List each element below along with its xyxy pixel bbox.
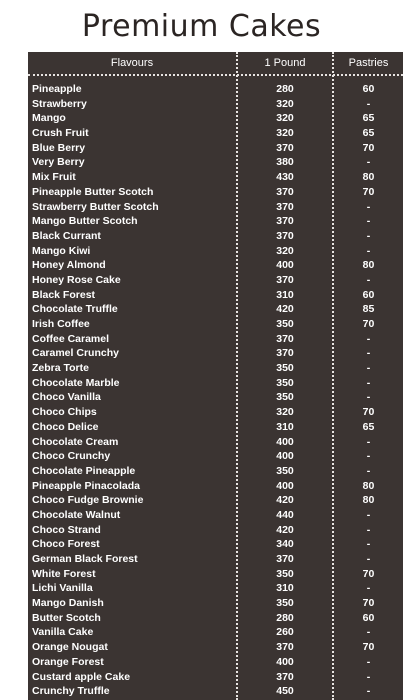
pastry-price: - — [366, 523, 371, 536]
pound-price: 370 — [276, 332, 294, 345]
pastry-price: 70 — [362, 567, 375, 580]
pastry-price: - — [366, 435, 371, 448]
pound-price: 350 — [276, 376, 294, 389]
pastry-price: 60 — [362, 288, 375, 301]
flavour-name: Pineapple Butter Scotch — [32, 185, 154, 198]
table-row — [28, 302, 403, 317]
pastry-price: - — [366, 332, 371, 345]
flavour-name: Orange Forest — [32, 655, 104, 668]
pound-price: 280 — [276, 611, 294, 624]
pound-price: 350 — [276, 318, 294, 330]
flavour-name: Choco Fudge Brownie — [32, 494, 144, 507]
flavour-name: Choco Vanilla — [32, 391, 101, 404]
table-row — [28, 655, 403, 670]
flavour-name: Mango Butter Scotch — [32, 215, 138, 228]
pound-price: 370 — [276, 215, 294, 228]
pastry-price: - — [366, 538, 371, 551]
table-row — [28, 258, 403, 273]
pound-price: 370 — [276, 641, 294, 654]
table-row — [28, 155, 403, 170]
pound-price: 370 — [276, 229, 294, 242]
table-row — [28, 435, 403, 450]
pastry-price: - — [366, 685, 371, 698]
table-row — [28, 405, 403, 420]
flavour-name: Pineapple Pinacolada — [32, 479, 140, 492]
table-row — [28, 640, 403, 655]
table-row — [28, 596, 403, 611]
flavour-name: Black Forest — [32, 288, 96, 301]
pastry-price: - — [366, 215, 371, 228]
pastry-price: 70 — [362, 597, 375, 610]
pastry-price: 80 — [362, 494, 375, 507]
table-row — [28, 625, 403, 640]
flavour-name: Very Berry — [32, 156, 85, 169]
pound-price: 370 — [276, 347, 294, 360]
pastry-price: - — [366, 508, 371, 521]
table-row — [28, 273, 403, 288]
table-row — [28, 170, 403, 185]
table-row — [28, 361, 403, 376]
pound-price: 420 — [276, 494, 294, 507]
table-row — [28, 317, 403, 332]
flavour-name: Butter Scotch — [32, 611, 101, 624]
flavour-name: Choco Crunchy — [32, 450, 111, 463]
table-row — [28, 390, 403, 405]
table-row — [28, 185, 403, 200]
table-row — [28, 523, 403, 538]
pastry-price: 65 — [362, 420, 375, 433]
pound-price: 370 — [276, 141, 294, 154]
pastry-price: - — [366, 655, 371, 668]
pound-price: 280 — [276, 83, 294, 95]
pound-price: 370 — [276, 273, 294, 286]
pound-price: 310 — [276, 582, 294, 595]
pound-price: 320 — [276, 112, 294, 125]
pound-price: 310 — [276, 288, 294, 301]
table-row — [28, 376, 403, 391]
page-title: Premium Cakes — [81, 8, 322, 44]
header-pound: 1 Pound — [264, 57, 306, 69]
pound-price: 370 — [276, 553, 294, 565]
flavour-name: Honey Almond — [32, 259, 106, 272]
pastry-price: - — [366, 244, 371, 257]
table-row — [28, 97, 403, 112]
pound-price: 340 — [276, 538, 294, 551]
pound-price: 400 — [276, 479, 294, 492]
pound-price: 370 — [276, 200, 294, 213]
flavour-name: Mix Fruit — [32, 171, 76, 184]
table-row — [28, 464, 403, 479]
flavour-name: Chocolate Walnut — [32, 508, 121, 521]
table-row — [28, 479, 403, 494]
pound-price: 260 — [276, 626, 294, 639]
flavour-name: Chocolate Cream — [32, 435, 119, 448]
pastry-price: 70 — [362, 318, 375, 330]
flavour-name: Crush Fruit — [32, 127, 89, 140]
flavour-name: Pineapple — [32, 83, 82, 95]
pound-price: 350 — [276, 391, 294, 404]
pound-price: 380 — [276, 156, 294, 169]
pastry-price: - — [366, 229, 371, 242]
flavour-name: Chocolate Pineapple — [32, 464, 136, 477]
table-row — [28, 229, 403, 244]
flavour-name: Choco Delice — [32, 420, 99, 433]
pastry-price: - — [366, 273, 371, 286]
pastry-price: - — [366, 97, 371, 110]
pound-price: 420 — [276, 303, 294, 316]
table-row — [28, 244, 403, 259]
table-row — [28, 111, 403, 126]
pastry-price: - — [366, 347, 371, 360]
flavour-name: Custard apple Cake — [32, 670, 131, 683]
flavour-name: Honey Rose Cake — [32, 273, 121, 286]
pastry-price: - — [366, 376, 371, 389]
pound-price: 400 — [276, 450, 294, 463]
pound-price: 350 — [276, 464, 294, 477]
pound-price: 320 — [276, 244, 294, 257]
pastry-price: 65 — [362, 127, 375, 140]
pound-price: 350 — [276, 567, 294, 580]
pastry-price: 60 — [362, 611, 375, 624]
header-pastries: Pastries — [348, 57, 389, 69]
flavour-name: Zebra Torte — [32, 362, 89, 375]
table-row — [28, 346, 403, 361]
pound-price: 350 — [276, 597, 294, 610]
table-row — [28, 537, 403, 552]
table-row — [28, 200, 403, 215]
pound-price: 350 — [276, 362, 294, 375]
flavour-name: Choco Forest — [32, 538, 100, 551]
table-row — [28, 684, 403, 699]
table-row — [28, 670, 403, 685]
pastry-price: 85 — [362, 303, 375, 316]
table-header — [28, 52, 403, 76]
table-row — [28, 552, 403, 567]
pound-price: 320 — [276, 97, 294, 110]
table-row — [28, 449, 403, 464]
pastry-price: 80 — [362, 479, 375, 492]
table-body — [28, 82, 403, 699]
flavour-name: Mango Danish — [32, 597, 104, 610]
table-row — [28, 82, 403, 97]
pastry-price: 70 — [362, 185, 375, 198]
flavour-name: Caramel Crunchy — [32, 347, 119, 360]
flavour-name: Coffee Caramel — [32, 332, 110, 345]
flavour-name: Lichi Vanilla — [32, 582, 93, 595]
pastry-price: - — [366, 582, 371, 595]
table-row — [28, 332, 403, 347]
pastry-price: - — [366, 391, 371, 404]
table-row — [28, 611, 403, 626]
table-row — [28, 567, 403, 582]
table-row — [28, 581, 403, 596]
pastry-price: 80 — [362, 171, 375, 184]
pastry-price: - — [366, 553, 371, 565]
pound-price: 370 — [276, 670, 294, 683]
flavour-name: German Black Forest — [32, 553, 138, 565]
flavour-name: Vanilla Cake — [32, 626, 94, 639]
pastry-price: 70 — [362, 406, 375, 419]
pastry-price: - — [366, 200, 371, 213]
pound-price: 370 — [276, 185, 294, 198]
pastry-price: 60 — [362, 83, 375, 95]
flavour-name: Chocolate Truffle — [32, 303, 118, 316]
pastry-price: - — [366, 156, 371, 169]
pound-price: 450 — [276, 685, 294, 698]
table-row — [28, 288, 403, 303]
pastry-price: - — [366, 362, 371, 375]
pastry-price: - — [366, 626, 371, 639]
flavour-name: Crunchy Truffle — [32, 685, 110, 698]
table-row — [28, 493, 403, 508]
pastry-price: - — [366, 450, 371, 463]
price-table — [28, 52, 403, 700]
flavour-name: Chocolate Marble — [32, 376, 120, 389]
flavour-name: Mango — [32, 112, 66, 125]
flavour-name: Orange Nougat — [32, 641, 108, 654]
pastry-price: 70 — [362, 641, 375, 654]
table-row — [28, 508, 403, 523]
pound-price: 400 — [276, 259, 294, 272]
table-row — [28, 214, 403, 229]
flavour-name: Blue Berry — [32, 141, 86, 154]
pound-price: 420 — [276, 523, 294, 536]
flavour-name: White Forest — [32, 567, 96, 580]
pound-price: 310 — [276, 420, 294, 433]
pastry-price: 80 — [362, 259, 375, 272]
flavour-name: Mango Kiwi — [32, 244, 91, 257]
pastry-price: - — [366, 464, 371, 477]
pound-price: 430 — [276, 171, 294, 184]
pastry-price: - — [366, 670, 371, 683]
table-row — [28, 141, 403, 156]
pound-price: 440 — [276, 508, 294, 521]
pound-price: 400 — [276, 435, 294, 448]
table-row — [28, 126, 403, 141]
flavour-name: Choco Strand — [32, 523, 101, 536]
flavour-name: Strawberry Butter Scotch — [32, 200, 159, 213]
pound-price: 320 — [276, 406, 294, 419]
flavour-name: Black Currant — [32, 229, 101, 242]
pastry-price: 70 — [362, 141, 375, 154]
pound-price: 320 — [276, 127, 294, 140]
table-row — [28, 420, 403, 435]
pastry-price: 65 — [362, 112, 375, 125]
pound-price: 400 — [276, 655, 294, 668]
flavour-name: Choco Chips — [32, 406, 97, 419]
flavour-name: Irish Coffee — [32, 318, 90, 330]
header-flavours: Flavours — [110, 57, 154, 69]
flavour-name: Strawberry — [32, 97, 87, 110]
